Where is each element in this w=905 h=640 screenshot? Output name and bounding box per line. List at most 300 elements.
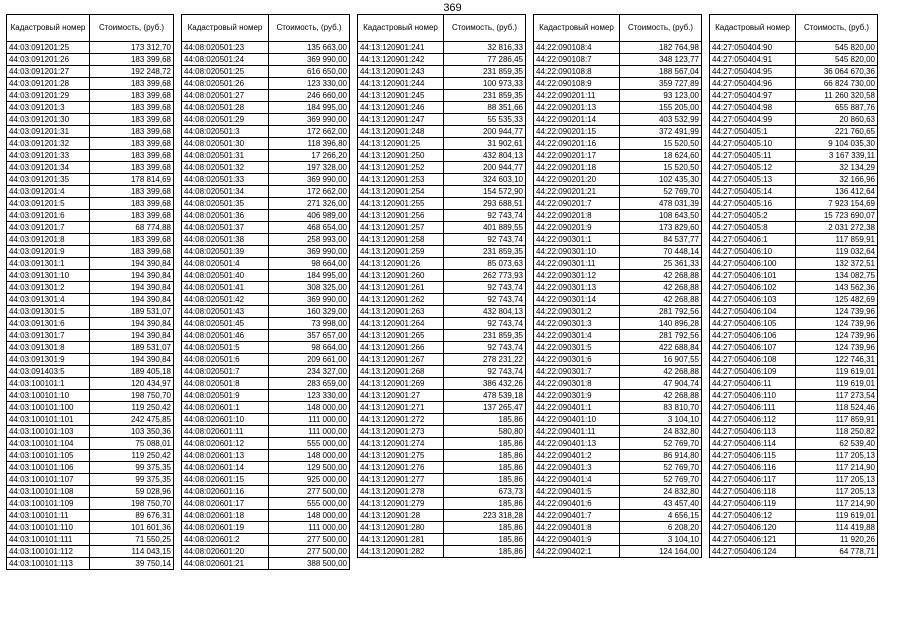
table-row bbox=[534, 354, 702, 366]
cost-cell: 132 372,51 bbox=[796, 258, 878, 270]
cadastral-number-cell: 44:13:120901:27 bbox=[358, 390, 444, 402]
cost-cell: 42 268,88 bbox=[620, 294, 702, 306]
cost-cell: 117 205,13 bbox=[796, 486, 878, 498]
cost-cell: 183 399,68 bbox=[90, 234, 174, 246]
table-row bbox=[710, 438, 878, 450]
cost-cell: 17 266,20 bbox=[269, 150, 350, 162]
cost-cell: 231 859,35 bbox=[444, 330, 526, 342]
cadastral-number-cell: 44:08:020601:1 bbox=[182, 402, 269, 414]
cadastral-number-cell: 44:27:050406:116 bbox=[710, 462, 796, 474]
table-row bbox=[534, 246, 702, 258]
table-row bbox=[7, 534, 174, 546]
cadastral-number-cell: 44:27:050406:113 bbox=[710, 426, 796, 438]
cadastral-number-cell: 44:03:091301:1 bbox=[7, 258, 90, 270]
cost-cell: 185,86 bbox=[444, 414, 526, 426]
table-row bbox=[534, 450, 702, 462]
cadastral-number-cell: 44:27:050404:95 bbox=[710, 66, 796, 78]
cadastral-number-cell: 44:22:090401:5 bbox=[534, 486, 620, 498]
cadastral-number-cell: 44:13:120901:243 bbox=[358, 66, 444, 78]
cost-cell: 308 325,00 bbox=[269, 282, 350, 294]
table-row bbox=[534, 102, 702, 114]
table-row bbox=[358, 462, 526, 474]
cadastral-number-cell: 44:13:120901:256 bbox=[358, 210, 444, 222]
cadastral-number-cell: 44:08:020601:14 bbox=[182, 462, 269, 474]
table-row bbox=[182, 486, 350, 498]
cadastral-number-cell: 44:22:090201:8 bbox=[534, 210, 620, 222]
header-cost: Стоимость, (руб.) bbox=[796, 15, 878, 42]
cost-cell: 6 208,20 bbox=[620, 522, 702, 534]
table-row bbox=[358, 522, 526, 534]
table-row bbox=[710, 474, 878, 486]
cost-cell: 160 329,00 bbox=[269, 306, 350, 318]
cadastral-number-cell: 44:22:090108:7 bbox=[534, 54, 620, 66]
cadastral-number-cell: 44:22:090301:7 bbox=[534, 366, 620, 378]
cost-cell: 124 739,96 bbox=[796, 342, 878, 354]
table-row bbox=[7, 174, 174, 186]
cadastral-number-cell: 44:03:100101:107 bbox=[7, 474, 90, 486]
table-row bbox=[358, 450, 526, 462]
table-row bbox=[358, 126, 526, 138]
cadastral-number-cell: 44:22:090301:5 bbox=[534, 342, 620, 354]
table-row bbox=[534, 66, 702, 78]
cost-cell: 119 250,42 bbox=[90, 450, 174, 462]
table-row bbox=[182, 102, 350, 114]
table-row bbox=[7, 486, 174, 498]
cadastral-number-cell: 44:22:090301:9 bbox=[534, 390, 620, 402]
cadastral-number-cell: 44:27:050405:1 bbox=[710, 126, 796, 138]
table-row bbox=[358, 66, 526, 78]
table-row bbox=[7, 150, 174, 162]
cost-cell: 32 166,96 bbox=[796, 174, 878, 186]
table-row bbox=[182, 318, 350, 330]
cost-cell: 114 419,88 bbox=[796, 522, 878, 534]
cost-cell: 136 412,64 bbox=[796, 186, 878, 198]
table-row bbox=[182, 138, 350, 150]
cost-cell: 68 774,88 bbox=[90, 222, 174, 234]
cadastral-number-cell: 44:08:020601:16 bbox=[182, 486, 269, 498]
cost-cell: 129 500,00 bbox=[269, 462, 350, 474]
cadastral-number-cell: 44:27:050406:108 bbox=[710, 354, 796, 366]
table-row bbox=[534, 402, 702, 414]
table-row bbox=[7, 378, 174, 390]
cost-cell: 118 524,46 bbox=[796, 402, 878, 414]
table-row bbox=[7, 414, 174, 426]
cadastral-number-cell: 44:08:020501:38 bbox=[182, 234, 269, 246]
cost-cell: 198 750,70 bbox=[90, 390, 174, 402]
cadastral-number-cell: 44:22:090401:11 bbox=[534, 426, 620, 438]
cost-cell: 98 664,00 bbox=[269, 258, 350, 270]
table-row bbox=[358, 510, 526, 522]
cadastral-number-cell: 44:22:090201:15 bbox=[534, 126, 620, 138]
table-row bbox=[182, 246, 350, 258]
cost-cell: 277 500,00 bbox=[269, 546, 350, 558]
cadastral-number-cell: 44:27:050405:12 bbox=[710, 162, 796, 174]
table-row bbox=[182, 342, 350, 354]
table-row bbox=[358, 330, 526, 342]
table-row bbox=[358, 258, 526, 270]
cost-cell: 148 000,00 bbox=[269, 450, 350, 462]
cadastral-number-cell: 44:27:050404:98 bbox=[710, 102, 796, 114]
cost-cell: 42 268,88 bbox=[620, 270, 702, 282]
cadastral-number-cell: 44:22:090201:14 bbox=[534, 114, 620, 126]
cost-cell: 194 390,84 bbox=[90, 354, 174, 366]
table-row bbox=[358, 498, 526, 510]
cadastral-number-cell: 44:03:100101:1 bbox=[7, 378, 90, 390]
table-row bbox=[182, 54, 350, 66]
cost-cell: 194 390,84 bbox=[90, 270, 174, 282]
table-row bbox=[182, 474, 350, 486]
table-row bbox=[534, 42, 702, 54]
cadastral-number-cell: 44:27:050404:96 bbox=[710, 78, 796, 90]
cadastral-number-cell: 44:27:050404:90 bbox=[710, 42, 796, 54]
cost-cell: 123 330,00 bbox=[269, 78, 350, 90]
table-row bbox=[358, 42, 526, 54]
cost-cell: 66 824 730,00 bbox=[796, 78, 878, 90]
table-row bbox=[182, 414, 350, 426]
cost-cell: 185,86 bbox=[444, 522, 526, 534]
cost-cell: 99 375,35 bbox=[90, 474, 174, 486]
table-row bbox=[182, 558, 350, 570]
cadastral-number-cell: 44:27:050404:91 bbox=[710, 54, 796, 66]
cadastral-number-cell: 44:22:090201:17 bbox=[534, 150, 620, 162]
cadastral-number-cell: 44:13:120901:250 bbox=[358, 150, 444, 162]
cost-cell: 119 619,01 bbox=[796, 378, 878, 390]
cost-cell: 478 539,18 bbox=[444, 390, 526, 402]
cost-cell: 185,86 bbox=[444, 438, 526, 450]
table-row bbox=[7, 210, 174, 222]
cadastral-number-cell: 44:03:100101:111 bbox=[7, 534, 90, 546]
cost-cell: 184 995,00 bbox=[269, 270, 350, 282]
cadastral-number-cell: 44:13:120901:273 bbox=[358, 426, 444, 438]
table-row bbox=[710, 354, 878, 366]
cost-cell: 102 435,30 bbox=[620, 174, 702, 186]
cadastral-number-cell: 44:08:020501:8 bbox=[182, 378, 269, 390]
cost-cell: 183 399,68 bbox=[90, 114, 174, 126]
table-row bbox=[182, 294, 350, 306]
table-row bbox=[182, 354, 350, 366]
table-row bbox=[710, 330, 878, 342]
table-row bbox=[358, 234, 526, 246]
table-row bbox=[7, 462, 174, 474]
cadastral-number-cell: 44:27:050405:16 bbox=[710, 198, 796, 210]
cost-cell: 223 318,28 bbox=[444, 510, 526, 522]
cadastral-number-cell: 44:22:090301:2 bbox=[534, 306, 620, 318]
cadastral-number-cell: 44:27:050405:10 bbox=[710, 138, 796, 150]
table-row bbox=[710, 150, 878, 162]
header-cadastral-number: Кадастровый номер bbox=[358, 15, 444, 42]
cadastral-number-cell: 44:08:020501:31 bbox=[182, 150, 269, 162]
table-row bbox=[7, 510, 174, 522]
cost-cell: 89 676,31 bbox=[90, 510, 174, 522]
table-row bbox=[534, 294, 702, 306]
cost-cell: 369 990,00 bbox=[269, 294, 350, 306]
table-row bbox=[358, 78, 526, 90]
cadastral-number-cell: 44:27:050406:110 bbox=[710, 390, 796, 402]
cadastral-number-cell: 44:13:120901:282 bbox=[358, 546, 444, 558]
cost-cell: 2 031 272,38 bbox=[796, 222, 878, 234]
table-row bbox=[182, 546, 350, 558]
table-row bbox=[534, 138, 702, 150]
cadastral-number-cell: 44:13:120901:272 bbox=[358, 414, 444, 426]
cost-table-5 bbox=[709, 14, 878, 558]
cadastral-number-cell: 44:08:020501:37 bbox=[182, 222, 269, 234]
table-row bbox=[358, 546, 526, 558]
table-row bbox=[182, 126, 350, 138]
cost-cell: 42 268,88 bbox=[620, 282, 702, 294]
cost-cell: 75 088,01 bbox=[90, 438, 174, 450]
table-row bbox=[182, 366, 350, 378]
cadastral-number-cell: 44:22:090301:10 bbox=[534, 246, 620, 258]
cadastral-number-cell: 44:08:020501:4 bbox=[182, 258, 269, 270]
cost-cell: 200 944,77 bbox=[444, 126, 526, 138]
cadastral-number-cell: 44:27:050405:14 bbox=[710, 186, 796, 198]
cadastral-number-cell: 44:03:091301:10 bbox=[7, 270, 90, 282]
cadastral-number-cell: 44:08:020501:34 bbox=[182, 186, 269, 198]
cadastral-number-cell: 44:03:091201:28 bbox=[7, 78, 90, 90]
cadastral-number-cell: 44:22:090401:6 bbox=[534, 498, 620, 510]
cost-cell: 99 375,35 bbox=[90, 462, 174, 474]
cadastral-number-cell: 44:22:090401:10 bbox=[534, 414, 620, 426]
cost-cell: 194 390,84 bbox=[90, 258, 174, 270]
table-row bbox=[710, 66, 878, 78]
cost-cell: 84 537,77 bbox=[620, 234, 702, 246]
cost-cell: 124 739,96 bbox=[796, 318, 878, 330]
table-row bbox=[710, 318, 878, 330]
cost-cell: 185,86 bbox=[444, 462, 526, 474]
table-row bbox=[710, 294, 878, 306]
cost-cell: 137 265,47 bbox=[444, 402, 526, 414]
table-row bbox=[182, 66, 350, 78]
cost-cell: 221 760,65 bbox=[796, 126, 878, 138]
cost-cell: 246 660,00 bbox=[269, 90, 350, 102]
table-row bbox=[7, 282, 174, 294]
table-row bbox=[534, 390, 702, 402]
cost-cell: 119 250,42 bbox=[90, 402, 174, 414]
table-row bbox=[710, 402, 878, 414]
cost-table-1 bbox=[6, 14, 174, 570]
cost-cell: 123 330,00 bbox=[269, 390, 350, 402]
cost-cell: 117 859,91 bbox=[796, 414, 878, 426]
cadastral-number-cell: 44:03:091301:4 bbox=[7, 294, 90, 306]
cost-cell: 154 572,90 bbox=[444, 186, 526, 198]
cost-cell: 231 859,35 bbox=[444, 90, 526, 102]
table-row bbox=[358, 162, 526, 174]
cost-cell: 117 214,90 bbox=[796, 462, 878, 474]
cadastral-number-cell: 44:03:091201:8 bbox=[7, 234, 90, 246]
cadastral-number-cell: 44:08:020501:3 bbox=[182, 126, 269, 138]
cost-cell: 616 650,00 bbox=[269, 66, 350, 78]
cadastral-number-cell: 44:08:020601:17 bbox=[182, 498, 269, 510]
cost-cell: 231 859,35 bbox=[444, 66, 526, 78]
table-row bbox=[534, 114, 702, 126]
table-row bbox=[710, 450, 878, 462]
cost-cell: 432 804,13 bbox=[444, 306, 526, 318]
cost-cell: 348 123,77 bbox=[620, 54, 702, 66]
cadastral-number-cell: 44:13:120901:276 bbox=[358, 462, 444, 474]
table-row bbox=[182, 462, 350, 474]
cadastral-number-cell: 44:03:091201:6 bbox=[7, 210, 90, 222]
table-row bbox=[534, 330, 702, 342]
cost-cell: 369 990,00 bbox=[269, 54, 350, 66]
table-row bbox=[534, 318, 702, 330]
table-row bbox=[358, 342, 526, 354]
table-row bbox=[710, 186, 878, 198]
cadastral-number-cell: 44:03:091301:7 bbox=[7, 330, 90, 342]
table-row bbox=[7, 66, 174, 78]
table-row bbox=[534, 270, 702, 282]
cadastral-number-cell: 44:22:090301:14 bbox=[534, 294, 620, 306]
cost-cell: 111 000,00 bbox=[269, 522, 350, 534]
table-row bbox=[534, 258, 702, 270]
cadastral-number-cell: 44:27:050406:102 bbox=[710, 282, 796, 294]
table-row bbox=[534, 522, 702, 534]
table-row bbox=[534, 78, 702, 90]
cadastral-number-cell: 44:03:100101:10 bbox=[7, 390, 90, 402]
table-row bbox=[358, 486, 526, 498]
table-row bbox=[358, 210, 526, 222]
cadastral-number-cell: 44:08:020601:21 bbox=[182, 558, 269, 570]
cadastral-number-cell: 44:13:120901:247 bbox=[358, 114, 444, 126]
cost-cell: 369 990,00 bbox=[269, 174, 350, 186]
cadastral-number-cell: 44:13:120901:248 bbox=[358, 126, 444, 138]
table-row bbox=[182, 78, 350, 90]
cost-cell: 103 350,36 bbox=[90, 426, 174, 438]
cadastral-number-cell: 44:03:100101:100 bbox=[7, 402, 90, 414]
cadastral-number-cell: 44:13:120901:262 bbox=[358, 294, 444, 306]
cadastral-number-cell: 44:22:090401:3 bbox=[534, 462, 620, 474]
cost-cell: 92 743,74 bbox=[444, 342, 526, 354]
cadastral-number-cell: 44:22:090401:8 bbox=[534, 522, 620, 534]
cost-cell: 155 205,00 bbox=[620, 102, 702, 114]
table-row bbox=[710, 486, 878, 498]
cadastral-number-cell: 44:03:091201:29 bbox=[7, 90, 90, 102]
table-row bbox=[710, 126, 878, 138]
table-row bbox=[710, 282, 878, 294]
cadastral-number-cell: 44:22:090402:1 bbox=[534, 546, 620, 558]
cadastral-number-cell: 44:22:090201:21 bbox=[534, 186, 620, 198]
table-row bbox=[358, 138, 526, 150]
cost-cell: 73 998,00 bbox=[269, 318, 350, 330]
cadastral-number-cell: 44:03:100101:105 bbox=[7, 450, 90, 462]
cost-cell: 120 434,97 bbox=[90, 378, 174, 390]
table-row bbox=[358, 366, 526, 378]
cadastral-number-cell: 44:27:050405:11 bbox=[710, 150, 796, 162]
cadastral-number-cell: 44:13:120901:271 bbox=[358, 402, 444, 414]
cadastral-number-cell: 44:27:050405:2 bbox=[710, 210, 796, 222]
table-row bbox=[534, 234, 702, 246]
cadastral-number-cell: 44:08:020601:18 bbox=[182, 510, 269, 522]
cost-cell: 32 134,29 bbox=[796, 162, 878, 174]
header-cost: Стоимость, (руб.) bbox=[269, 15, 350, 42]
table-row bbox=[358, 294, 526, 306]
cadastral-number-cell: 44:27:050406:121 bbox=[710, 534, 796, 546]
cadastral-number-cell: 44:03:100101:103 bbox=[7, 426, 90, 438]
cadastral-number-cell: 44:27:050404:97 bbox=[710, 90, 796, 102]
cadastral-number-cell: 44:22:090201:20 bbox=[534, 174, 620, 186]
table-row bbox=[7, 390, 174, 402]
table-row bbox=[7, 138, 174, 150]
cadastral-number-cell: 44:08:020501:30 bbox=[182, 138, 269, 150]
cost-cell: 185,86 bbox=[444, 498, 526, 510]
table-row bbox=[358, 270, 526, 282]
cadastral-number-cell: 44:22:090108:4 bbox=[534, 42, 620, 54]
table-row bbox=[7, 186, 174, 198]
table-row bbox=[534, 282, 702, 294]
cost-cell: 52 769,70 bbox=[620, 438, 702, 450]
cost-cell: 24 832,80 bbox=[620, 486, 702, 498]
table-row bbox=[358, 54, 526, 66]
cost-cell: 32 816,33 bbox=[444, 42, 526, 54]
table-row bbox=[182, 438, 350, 450]
header-cadastral-number: Кадастровый номер bbox=[710, 15, 796, 42]
cadastral-number-cell: 44:08:020501:24 bbox=[182, 54, 269, 66]
table-row bbox=[358, 474, 526, 486]
cost-cell: 388 500,00 bbox=[269, 558, 350, 570]
table-row bbox=[358, 198, 526, 210]
table-row bbox=[182, 402, 350, 414]
cadastral-number-cell: 44:22:090301:6 bbox=[534, 354, 620, 366]
cadastral-number-cell: 44:27:050406:11 bbox=[710, 378, 796, 390]
cost-cell: 189 405,18 bbox=[90, 366, 174, 378]
cadastral-number-cell: 44:03:091301:2 bbox=[7, 282, 90, 294]
cost-cell: 580,80 bbox=[444, 426, 526, 438]
cost-cell: 293 688,51 bbox=[444, 198, 526, 210]
cadastral-number-cell: 44:03:091201:32 bbox=[7, 138, 90, 150]
table-row bbox=[710, 42, 878, 54]
table-row bbox=[182, 282, 350, 294]
table-row bbox=[7, 102, 174, 114]
cost-cell: 134 082,75 bbox=[796, 270, 878, 282]
table-row bbox=[534, 438, 702, 450]
table-row bbox=[358, 186, 526, 198]
cost-cell: 545 820,00 bbox=[796, 54, 878, 66]
cadastral-number-cell: 44:03:091201:3 bbox=[7, 102, 90, 114]
cost-cell: 108 643,50 bbox=[620, 210, 702, 222]
cost-cell: 555 000,00 bbox=[269, 438, 350, 450]
table-row bbox=[7, 546, 174, 558]
table-row bbox=[534, 414, 702, 426]
cost-cell: 93 123,00 bbox=[620, 90, 702, 102]
cost-cell: 118 250,82 bbox=[796, 426, 878, 438]
table-row bbox=[710, 162, 878, 174]
cadastral-number-cell: 44:13:120901:260 bbox=[358, 270, 444, 282]
cost-cell: 281 792,56 bbox=[620, 330, 702, 342]
cost-cell: 188 567,04 bbox=[620, 66, 702, 78]
cost-cell: 281 792,56 bbox=[620, 306, 702, 318]
table-row bbox=[710, 102, 878, 114]
cost-cell: 117 273,54 bbox=[796, 390, 878, 402]
cadastral-number-cell: 44:03:100101:110 bbox=[7, 522, 90, 534]
table-row bbox=[534, 546, 702, 558]
cost-cell: 122 746,31 bbox=[796, 354, 878, 366]
cadastral-number-cell: 44:03:100101:113 bbox=[7, 558, 90, 570]
table-row bbox=[358, 534, 526, 546]
cadastral-number-cell: 44:22:090401:4 bbox=[534, 474, 620, 486]
header-cadastral-number: Кадастровый номер bbox=[7, 15, 90, 42]
cost-cell: 42 268,88 bbox=[620, 390, 702, 402]
cadastral-number-cell: 44:03:091301:6 bbox=[7, 318, 90, 330]
table-row bbox=[358, 426, 526, 438]
table-row bbox=[710, 258, 878, 270]
cadastral-number-cell: 44:13:120901:278 bbox=[358, 486, 444, 498]
table-row bbox=[358, 114, 526, 126]
cadastral-number-cell: 44:13:120901:279 bbox=[358, 498, 444, 510]
cost-cell: 111 000,00 bbox=[269, 414, 350, 426]
cadastral-number-cell: 44:13:120901:241 bbox=[358, 42, 444, 54]
cost-cell: 183 399,68 bbox=[90, 138, 174, 150]
table-row bbox=[358, 414, 526, 426]
table-row bbox=[534, 510, 702, 522]
